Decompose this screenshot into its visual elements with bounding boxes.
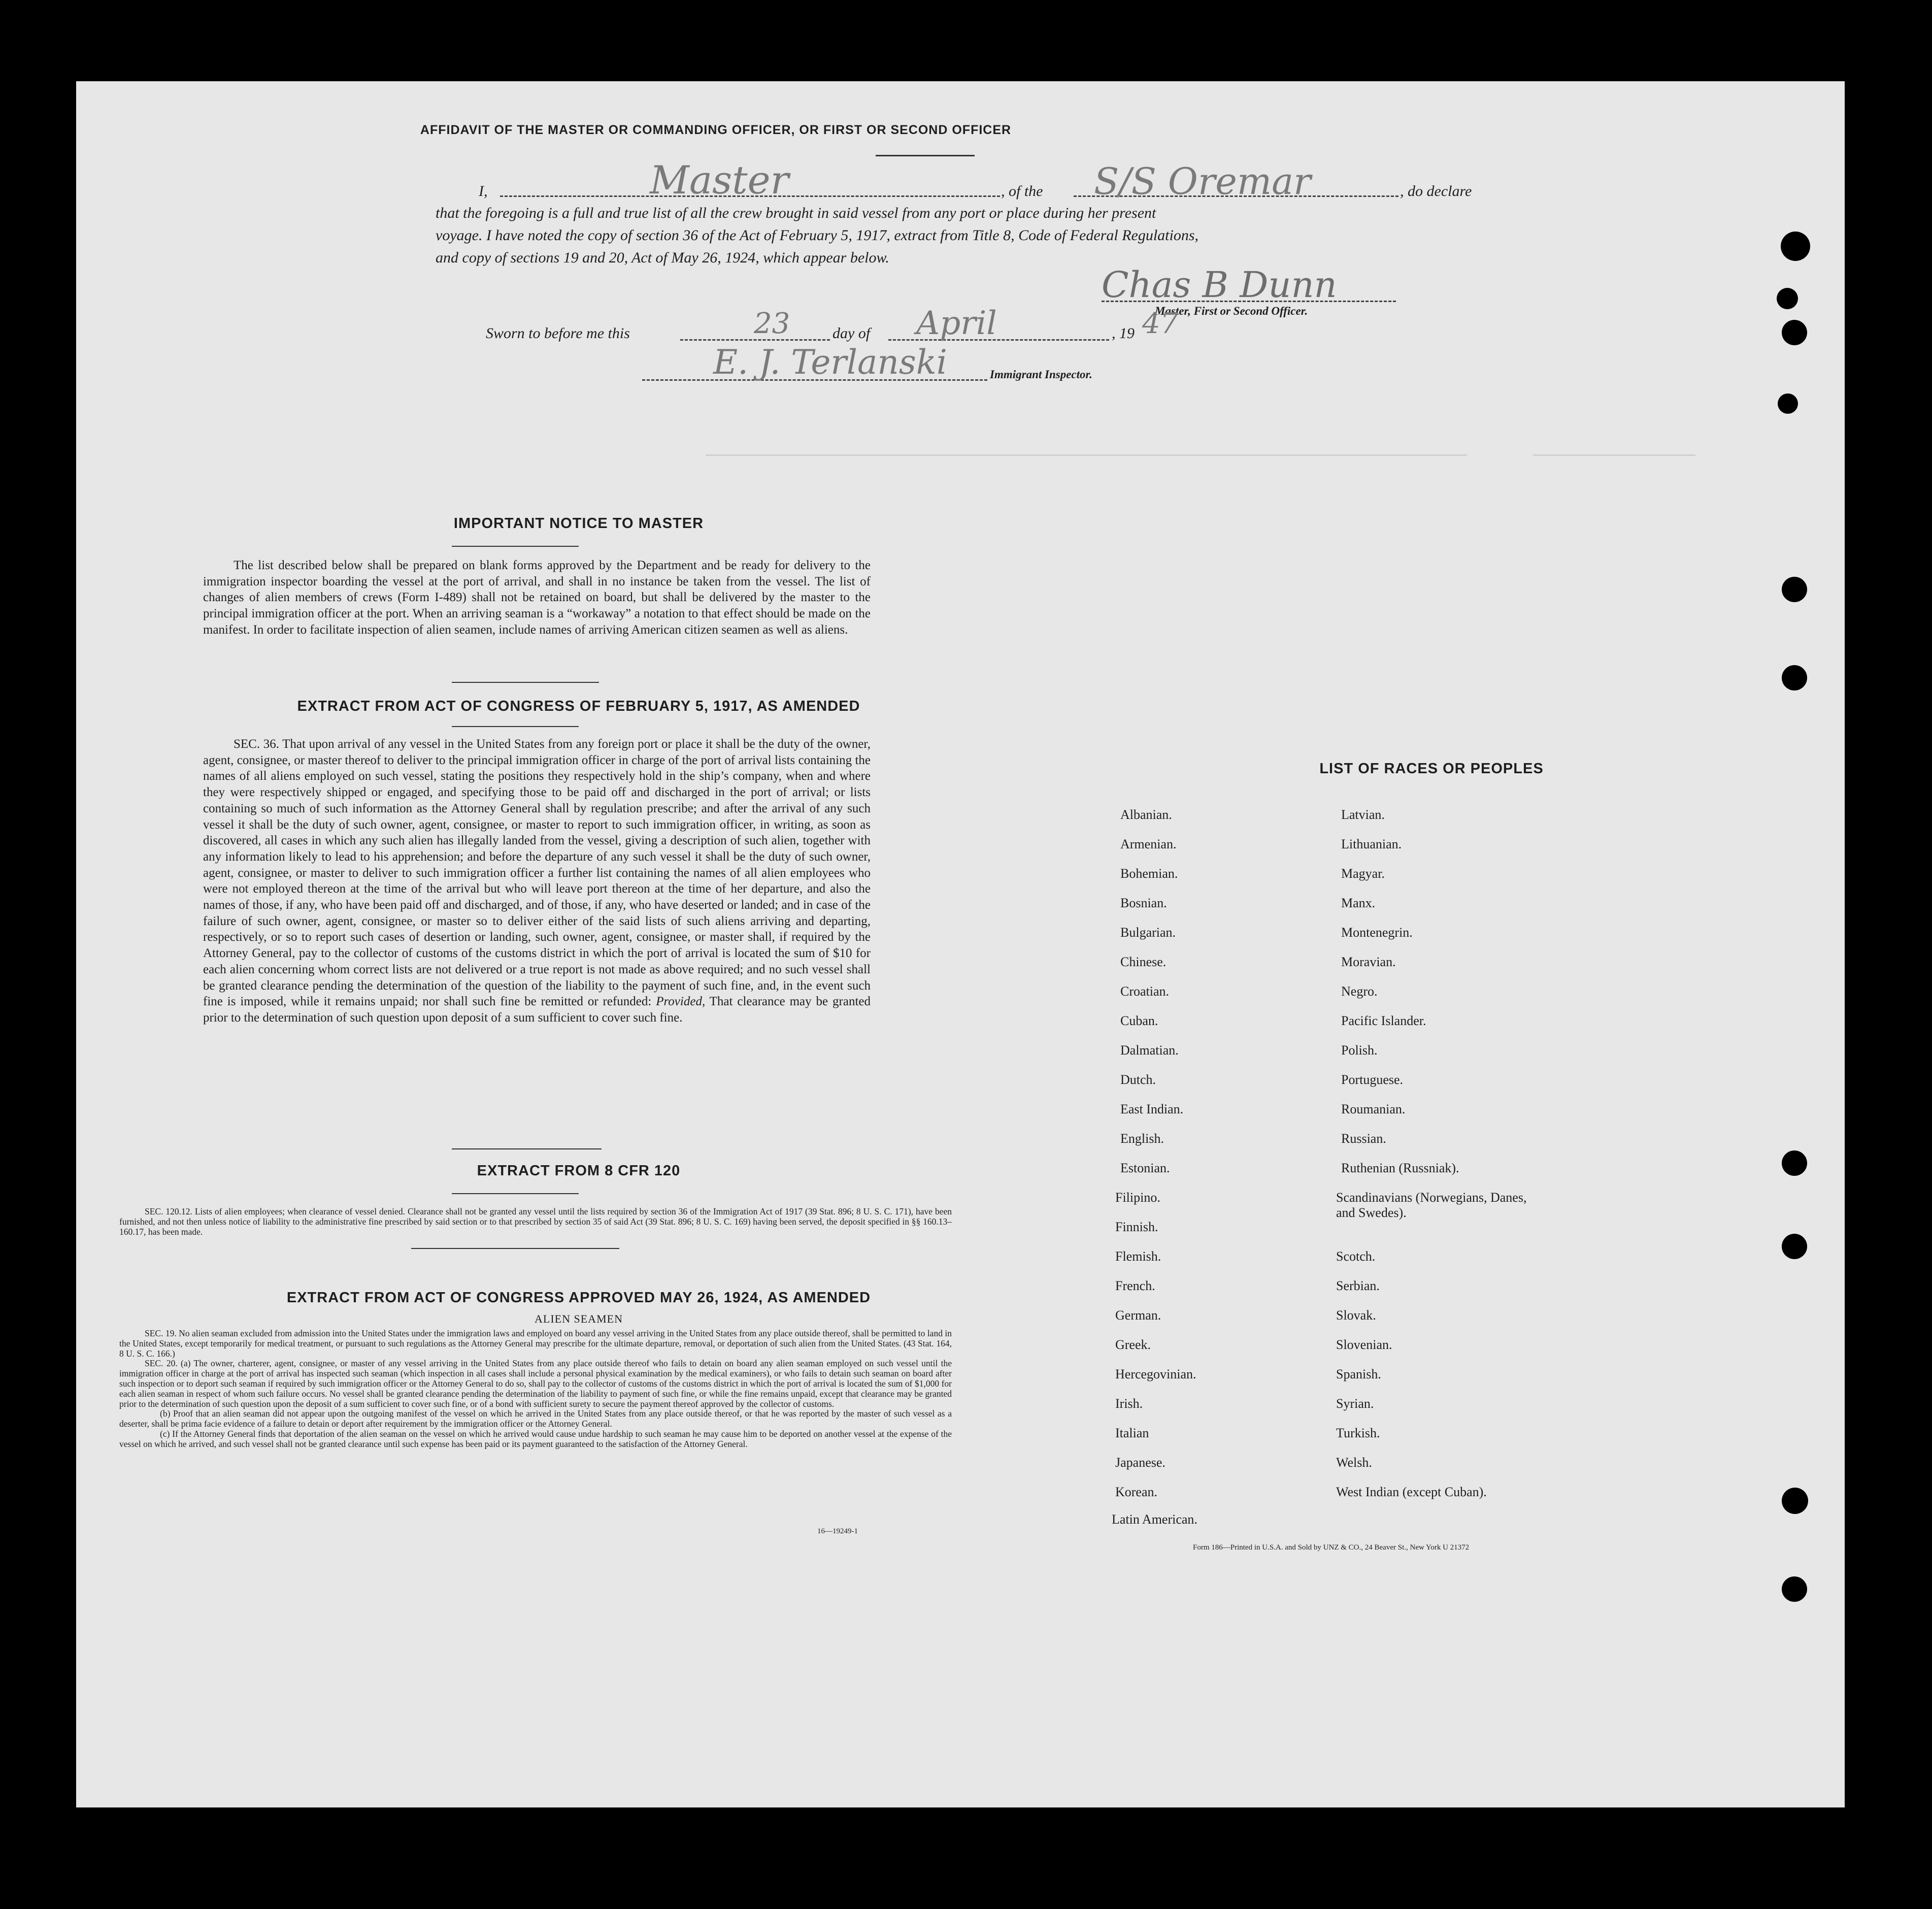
- notice-text: The list described below shall be prepared on blank forms approved by the Department and be ready for delivery to the immigration inspector boarding the vessel at the port of arrival, and shall in no instance be taken from the vessel. The list of changes of alien members of crews (Form I-489) shall not be retained on board, but shall be delivered by the master to the principal immigration officer at the port. When an arriving seaman is a “workaway” a notation to that effect should be made on the manifest. In order to facilitate inspection of alien seamen, include names of arriving American citizen seamen as well as aliens.: [203, 558, 871, 637]
- race-left-6: Chinese.: [1120, 955, 1167, 969]
- race-right-21: Turkish.: [1336, 1426, 1380, 1440]
- race-right-12: Russian.: [1341, 1131, 1386, 1146]
- day-of-text: day of: [832, 325, 871, 342]
- extract-cfr-end-rule: [411, 1248, 619, 1249]
- race-right-13: Ruthenian (Russniak).: [1341, 1161, 1459, 1175]
- race-left-20: Hercegovinian.: [1115, 1367, 1196, 1381]
- handwritten-year: 47: [1142, 307, 1179, 340]
- race-right-6: Moravian.: [1341, 955, 1396, 969]
- race-right-14: Scandinavians (Norwegians, Danes, and Swedes).: [1336, 1190, 1527, 1220]
- bleed-through-mark: [1533, 454, 1695, 456]
- extract-cfr-text: SEC. 120.12. Lists of alien employees; when clearance of vessel denied. Clearance shall not be granted any vessel until the lists required by section 36 of the Immigration Act of 1917 (39 Stat. 896; 8 U. S. C. 171), have been furnished, and not then unless notice of liability to the administrative fine prescribed by said section or to that prescribed by section 35 of said Act (39 Stat. 896; 8 U. S. C. 169) having been served, the deposit specified in §§ 160.13–160.17, has been made.: [119, 1206, 952, 1237]
- declaration-line-3: voyage. I have noted the copy of section 36 of the Act of February 5, 1917, extract from Title 8, Code of Federal Regulations,: [436, 227, 1199, 244]
- race-left-12: English.: [1120, 1131, 1164, 1146]
- notice-end-rule: [452, 682, 599, 683]
- form-code: 16—19249-1: [817, 1527, 858, 1535]
- race-right-11: Roumanian.: [1341, 1102, 1406, 1116]
- race-right-2: Lithuanian.: [1341, 837, 1402, 851]
- race-left-4: Bosnian.: [1120, 896, 1167, 910]
- race-left-1: Albanian.: [1120, 807, 1172, 822]
- do-declare-text: , do declare: [1400, 183, 1472, 200]
- extract-1917-title: EXTRACT FROM ACT OF CONGRESS OF FEBRUARY 5, 1917, AS AMENDED: [297, 698, 860, 714]
- race-left-21: Irish.: [1115, 1396, 1143, 1411]
- punch-hole: [1782, 665, 1807, 690]
- punch-hole: [1777, 288, 1798, 309]
- title-rule: [876, 155, 975, 156]
- inspector-signature: E. J. Terlanski: [713, 343, 947, 382]
- race-right-10: Portuguese.: [1341, 1072, 1404, 1087]
- notice-title: IMPORTANT NOTICE TO MASTER: [453, 515, 704, 532]
- race-left-9: Dalmatian.: [1120, 1043, 1179, 1058]
- race-right-5: Montenegrin.: [1341, 925, 1413, 940]
- race-right-8: Pacific Islander.: [1341, 1013, 1426, 1028]
- extract-1924-text: SEC. 19. No alien seaman excluded from admission into the United States under the immigration laws and employed on board any vessel arriving in the United States from any place outside thereof, shall be permitted to land in the United States, except temporarily for medical treatment, or pursuant to such regulations as the Attorney General may prescribe for the ultimate departure, removal, or deportation of such alien from the United States. (43 Stat. 164, 8 U. S. C. 166.) SEC. 20. (a) The owner, charterer, agent, consignee, or master of any vessel arriving in the United States from any place outside thereof who fails to detain on board any alien seaman employed on such vessel until the immigration officer in charge at the port of arrival has inspected such seaman (which inspection in all cases shall include a personal physical examination by the medical examiners), or who fails to detain such seaman on board after such inspection or to deport such seaman if required by such immigration officer or the Attorney General to do so, shall pay to the collector of customs of the customs district in which the port of arrival is located the sum of $1,000 for each alien seaman in respect of whom such failure occurs. No vessel shall be granted clearance pending the determination of the liability to payment of such fine, or while the fine remains unpaid, except that clearance may be granted prior to the determination of such question upon the deposit of a sum sufficient to cover such fine, or of a bond with sufficient surety to secure the payment thereof approved by the collector of customs. (b) Proof that an alien seaman did not appear upon the outgoing manifest of the vessel on which he arrived in the United States from any place outside thereof, or that he was reported by the master of such vessel as a deserter, shall be prima facie evidence of a failure to detain or deport after requirement by the immigration officer or the Attorney General. (c) If the Attorney General finds that deportation of the alien seaman on the vessel on which he arrived would cause undue hardship to such seaman he may cause him to be deported on another vessel at the expense of the vessel on which he arrived, and such vessel shall not be granted clearance until such expense has been paid or its payment guaranteed to the satisfaction of the Attorney General.: [119, 1328, 952, 1449]
- race-left-24: Korean.: [1115, 1485, 1158, 1499]
- declaration-line-2: that the foregoing is a full and true list of all the crew brought in said vessel from any port or place during her present: [436, 205, 1156, 221]
- race-right-3: Magyar.: [1341, 866, 1385, 881]
- extract-1917-rule: [452, 726, 579, 727]
- punch-hole: [1782, 577, 1807, 602]
- punch-hole: [1782, 1488, 1808, 1514]
- race-right-17: Slovak.: [1336, 1308, 1376, 1323]
- races-title: LIST OF RACES OR PEOPLES: [1319, 761, 1544, 777]
- race-right-1: Latvian.: [1341, 807, 1385, 822]
- punch-hole: [1782, 1576, 1807, 1602]
- race-left-8: Cuban.: [1120, 1013, 1158, 1028]
- race-left-10: Dutch.: [1120, 1072, 1156, 1087]
- race-left-16: Flemish.: [1115, 1249, 1161, 1264]
- race-left-13: Estonian.: [1120, 1161, 1170, 1175]
- extract-1924-title: EXTRACT FROM ACT OF CONGRESS APPROVED MAY 26, 1924, AS AMENDED: [286, 1290, 871, 1306]
- year-prefix: , 19: [1112, 325, 1135, 342]
- document-sheet: [76, 81, 1845, 1807]
- race-right-16: Serbian.: [1336, 1278, 1380, 1293]
- punch-hole: [1781, 232, 1810, 261]
- race-left-2: Armenian.: [1120, 837, 1177, 851]
- race-left-15: Finnish.: [1115, 1220, 1158, 1234]
- sworn-text: Sworn to before me this: [486, 325, 630, 342]
- punch-hole: [1782, 1234, 1807, 1259]
- race-right-4: Manx.: [1341, 896, 1376, 910]
- extract-cfr-title: EXTRACT FROM 8 CFR 120: [477, 1163, 681, 1179]
- race-right-23: West Indian (except Cuban).: [1336, 1485, 1487, 1499]
- race-left-22: Italian: [1115, 1426, 1149, 1440]
- master-signature: Chas B Dunn: [1102, 264, 1337, 306]
- race-right-15: Scotch.: [1336, 1249, 1376, 1264]
- race-right-20: Syrian.: [1336, 1396, 1374, 1411]
- extract-cfr-rule: [452, 1193, 579, 1194]
- punch-hole: [1782, 1150, 1807, 1176]
- race-left-18: German.: [1115, 1308, 1161, 1323]
- race-right-7: Negro.: [1341, 984, 1378, 999]
- handwritten-name: Master: [650, 157, 789, 203]
- race-left-3: Bohemian.: [1120, 866, 1178, 881]
- race-left-19: Greek.: [1115, 1337, 1151, 1352]
- punch-hole: [1782, 320, 1807, 345]
- extract-1917-end-rule: [452, 1148, 602, 1149]
- affidavit-title: AFFIDAVIT OF THE MASTER OR COMMANDING OFFICER, OR FIRST OR SECOND OFFICER: [420, 123, 1012, 137]
- of-the-text: , of the: [1001, 183, 1043, 200]
- race-right-22: Welsh.: [1336, 1455, 1372, 1470]
- race-left-17: French.: [1115, 1278, 1155, 1293]
- race-left-11: East Indian.: [1120, 1102, 1184, 1116]
- signature-caption: Master, First or Second Officer.: [1155, 305, 1308, 317]
- handwritten-month: April: [916, 305, 997, 342]
- declaration-line-1: I,: [479, 183, 488, 200]
- bleed-through-mark: [706, 454, 1467, 456]
- race-left-7: Croatian.: [1120, 984, 1170, 999]
- handwritten-day: 23: [754, 307, 790, 340]
- handwritten-vessel: S/S Oremar: [1094, 160, 1311, 203]
- race-right-9: Polish.: [1341, 1043, 1378, 1058]
- race-left-14: Filipino.: [1115, 1190, 1160, 1205]
- race-left-25: Latin American.: [1112, 1512, 1197, 1527]
- notice-rule: [452, 546, 579, 547]
- extract-1924-subtitle: ALIEN SEAMEN: [535, 1312, 623, 1325]
- punch-hole: [1778, 393, 1798, 414]
- declaration-line-4: and copy of sections 19 and 20, Act of May 26, 1924, which appear below.: [436, 249, 889, 266]
- race-left-23: Japanese.: [1115, 1455, 1165, 1470]
- race-left-5: Bulgarian.: [1120, 925, 1176, 940]
- race-right-19: Spanish.: [1336, 1367, 1381, 1381]
- form-printing-note: Form 186—Printed in U.S.A. and Sold by UNZ & CO., 24 Beaver St., New York U 21372: [1193, 1543, 1470, 1552]
- race-right-18: Slovenian.: [1336, 1337, 1392, 1352]
- inspector-caption: Immigrant Inspector.: [990, 368, 1092, 381]
- extract-1917-text: SEC. 36. That upon arrival of any vessel in the United States from any foreign port or place it shall be the duty of the owner, agent, consignee, or master thereof to deliver to the principal immigration officer in charge of the port of arrival lists containing the names of all aliens employed on such vessel, stating the positions they respectively hold in the ship’s company, when and where they were respectively shipped or engaged, and specifying those to be paid off and discharged in the port of arrival; or lists containing so much of such information as the Attorney General shall by regulation prescribe; and after the arrival of any such vessel it shall be the duty of such owner, agent, consignee, or master to report to such immigration officer, in writing, as soon as discovered, all cases in which any such alien has illegally landed from the vessel, giving a description of such alien, together with any information likely to lead to his apprehension; and before the departure of any such vessel it shall be the duty of such owner, agent, consignee, or master to deliver to such immigration officer a further list containing the names of all alien employees who were not employed thereon at the time of the arrival but who will leave port thereon at the time of her departure, and also the names of those, if any, who have been paid off and discharged, and of those, if any, who have deserted or landed; and in case of the failure of such owner, agent, consignee, or master so to deliver either of the said lists of such aliens arriving and departing, respectively, or so to report such cases of desertion or landing, such owner, agent, consignee, or master shall, if required by the Attorney General, pay to the collector of customs of the customs district in which the port of arrival is located the sum of $10 for each alien concerning whom correct lists are not delivered or a true report is not made as above required; and no such vessel shall be granted clearance pending the determination of the question of the liability to the payment of such fine, and, in the event such fine is imposed, while it remains unpaid; nor shall such fine be remitted or refunded: Provided, That clearance may be granted prior to the determination of such question upon deposit of a sum sufficient to cover such fine.: [203, 737, 871, 1025]
